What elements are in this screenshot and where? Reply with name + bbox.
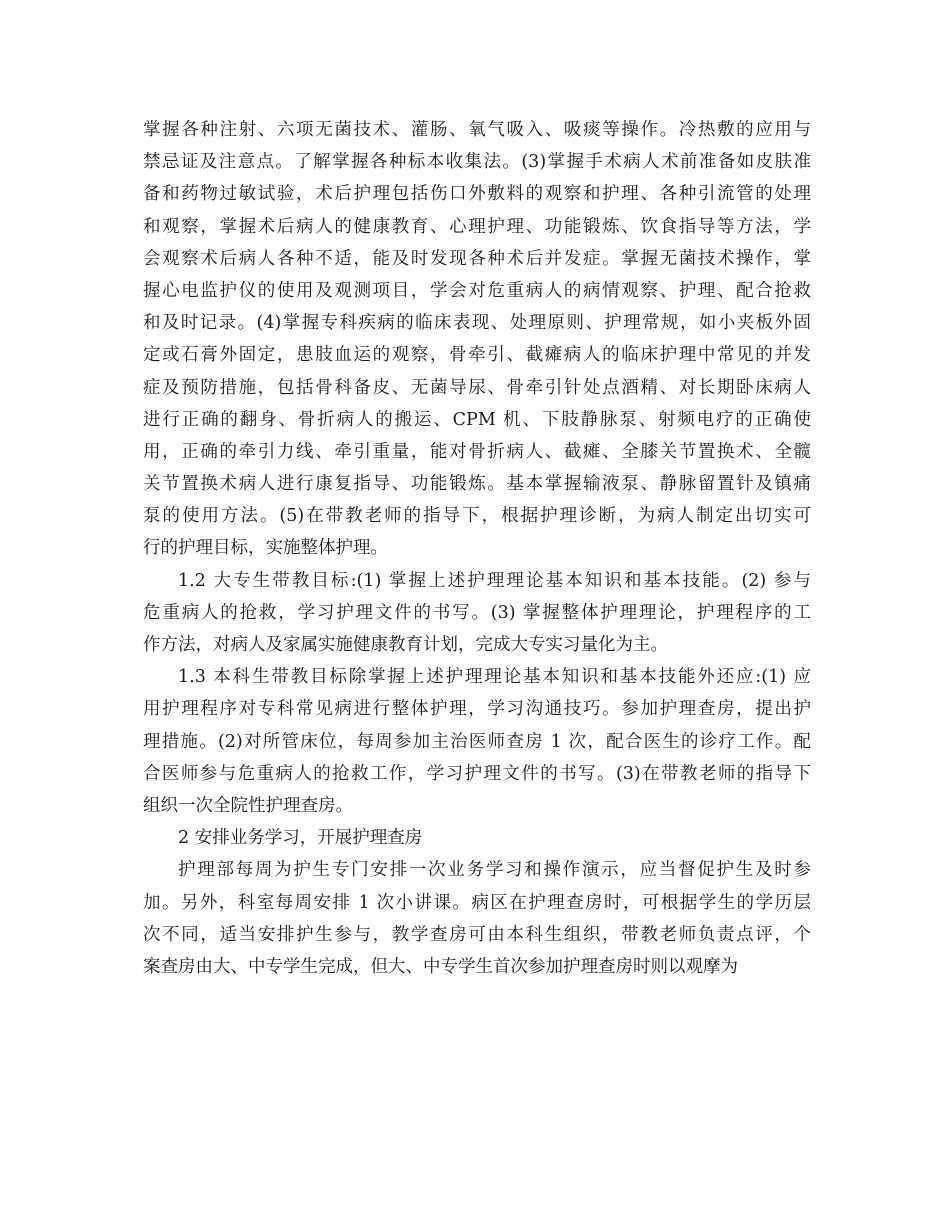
text-line: 合医师参与危重病人的抢救工作，学习护理文件的书写。(3)在带教老师的指导下 [143, 763, 811, 784]
text-line: 泵的使用方法。(5)在带教老师的指导下，根据护理诊断，为病人制定出切实可 [143, 506, 811, 527]
text-line: 加。另外，科室每周安排 1 次小讲课。病区在护理查房时，可根据学生的学历层 [143, 892, 811, 913]
text-line: 和观察，掌握术后病人的健康教育、心理护理、功能锻炼、饮食指导等方法，学 [143, 216, 811, 237]
section-2-heading: 2 安排业务学习，开展护理查房 [178, 828, 423, 849]
section-1-2-line: 1.2 大专生带教目标:(1) 掌握上述护理理论基本知识和基本技能。(2) 参与 [178, 570, 811, 591]
text-line: 进行正确的翻身、骨折病人的搬运、CPM 机、下肢静脉泵、射频电疗的正确使 [143, 409, 811, 430]
section-1-3-line: 1.3 本科生带教目标除掌握上述护理理论基本知识和基本技能外还应:(1) 应 [178, 667, 811, 688]
text-line: 禁忌证及注意点。了解掌握各种标本收集法。(3)掌握手术病人术前准备如皮肤准 [143, 152, 811, 173]
text-line: 理措施。(2)对所管床位，每周参加主治医师查房 1 次，配合医生的诊疗工作。配 [143, 731, 811, 752]
text-line: 掌握各种注射、六项无菌技术、灌肠、氧气吸入、吸痰等操作。冷热敷的应用与 [143, 120, 811, 140]
text-line: 案查房由大、中专学生完成，但大、中专学生首次参加护理查房时则以观摩为 [143, 956, 738, 977]
text-line: 症及预防措施，包括骨科备皮、无菌导尿、骨牵引针处点酒精、对长期卧床病人 [143, 377, 811, 398]
text-line: 组织一次全院性护理查房。 [143, 795, 353, 816]
text-line: 握心电监护仪的使用及观测项目，学会对危重病人的病情观察、护理、配合抢救 [143, 280, 811, 301]
text-line: 用护理程序对专科常见病进行整体护理，学习沟通技巧。参加护理查房，提出护 [143, 699, 811, 720]
text-line: 护理部每周为护生专门安排一次业务学习和操作演示，应当督促护生及时参 [178, 860, 811, 881]
text-line: 备和药物过敏试验，术后护理包括伤口外敷料的观察和护理、各种引流管的处理 [143, 184, 811, 205]
text-line: 关节置换术病人进行康复指导、功能锻炼。基本掌握输液泵、静脉留置针及镇痛 [143, 474, 811, 495]
body-text [143, 114, 811, 983]
text-line: 危重病人的抢救，学习护理文件的书写。(3) 掌握整体护理理论，护理程序的工 [143, 602, 811, 623]
text-line: 用，正确的牵引力线、牵引重量，能对骨折病人、截瘫、全膝关节置换术、全髋 [143, 441, 811, 462]
text-line: 会观察术后病人各种不适，能及时发现各种术后并发症。掌握无菌技术操作，掌 [143, 248, 811, 269]
text-line: 次不同，适当安排护生参与，教学查房可由本科生组织，带教老师负责点评，个 [143, 924, 811, 945]
text-line: 定或石膏外固定，患肢血运的观察，骨牵引、截瘫病人的临床护理中常见的并发 [143, 345, 811, 366]
text-line: 和及时记录。(4)掌握专科疾病的临床表现、处理原则、护理常规，如小夹板外固 [143, 313, 811, 334]
text-line: 行的护理目标，实施整体护理。 [143, 538, 388, 559]
text-line: 作方法，对病人及家属实施健康教育计划，完成大专实习量化为主。 [143, 635, 668, 655]
